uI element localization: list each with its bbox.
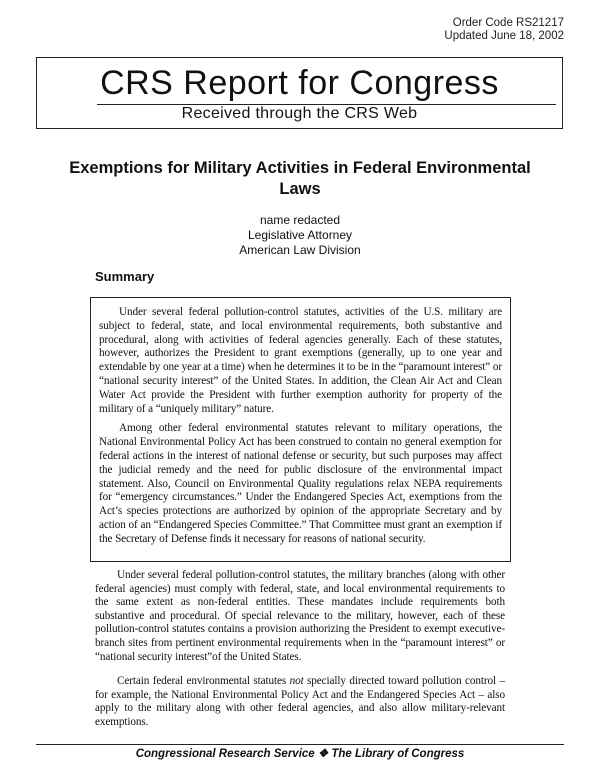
summary-paragraph: Under several federal pollution-control statutes, activities of the U.S. military are subject to federal, state, and local environmental requirements, both substantive and procedural, along with activities of federal agencies generally. Each of these statutes, however, authorizes the President to grant exemptions (generally, up to one year and extendable by one year at a time) when he determines it to be in the “paramount interest” or “national security interest” of the United States. In addition, the Clean Air Act and Clean Water Act provide the President with further exemption authority for property of the military of a “uniquely military” nature. (99, 306, 502, 415)
order-code: Order Code RS21217 (452, 17, 564, 29)
body-paragraph (95, 675, 505, 729)
body-text (95, 569, 505, 741)
masthead-subtitle: Received through the CRS Web (181, 105, 418, 122)
footer-divider (36, 744, 564, 745)
summary-paragraph: Among other federal environmental statutes relevant to military operations, the National Environmental Policy Act has been construed to contain no general exemption for federal actions in the interest of national defense or security, but such purposes may affect the judicial remedy and the need for public disclosure of the environmental impact statement. Also, Council on Environmental Quality regulations relax NEPA requirements for “emergency circumstances.” Under the Endangered Species Act, exemptions from the Act’s species protections are authorized by opinion of the appropriate Secretary and by action of an “Endangered Species Committee.” That Committee must grant an exemption if the Secretary of Defense finds it necessary for reasons of national security. (99, 422, 502, 545)
document-title: Exemptions for Military Activities in Federal Environmental Laws (69, 159, 531, 198)
summary-heading: Summary (95, 269, 155, 284)
body-paragraph-rest: specially directed toward pollution control – for example, the National Environmental Policy Act and the Endangered Species Act – also apply to the military along with other federal agencies, and also allow military-relevant exemptions. (95, 675, 505, 728)
author-role: Legislative Attorney (247, 228, 353, 242)
author-division: American Law Division (239, 243, 361, 257)
body-paragraph-emphasis: not (289, 675, 304, 688)
author-name: name redacted (259, 213, 341, 227)
order-code-block (444, 17, 564, 43)
author-block (0, 213, 600, 258)
summary-box (90, 297, 511, 562)
footer-text: Congressional Research Service ❖ The Library of Congress (135, 748, 465, 760)
updated-date: Updated June 18, 2002 (444, 30, 564, 42)
masthead-title: CRS Report for Congress (100, 64, 499, 102)
body-paragraph: Under several federal pollution-control statutes, the military branches (along with other federal agencies) must comply with federal, state, and local environmental requirements to the same extent as non-federal entities. These mandates include requirements both substantive and procedural. Of special relevance to the military, however, each of these pollution-control statutes contains a provision authorizing the President to exempt executive-branch sites from pertinent environmental requirements when in the “paramount interest” or “national security interest”of the United States. (95, 569, 505, 663)
masthead (36, 57, 563, 129)
body-paragraph-start: Certain federal environmental statutes (117, 675, 290, 688)
